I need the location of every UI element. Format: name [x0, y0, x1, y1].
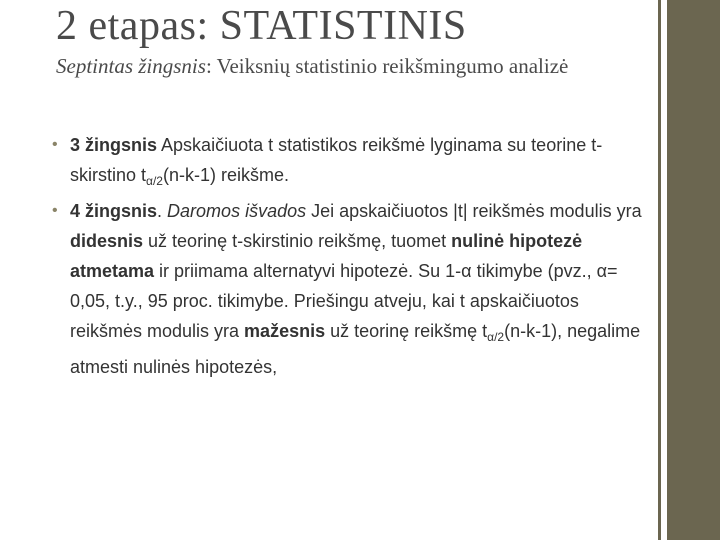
italic-phrase: Daromos išvados	[167, 201, 307, 221]
bullet-step-4	[52, 196, 652, 382]
bullet-step-3	[52, 130, 652, 196]
subscript: α/2	[146, 174, 163, 188]
sidebar-divider-line	[658, 0, 661, 540]
bold-phrase: nulinė hipotezė atmetama	[70, 231, 583, 281]
bullet-dot-icon: •	[52, 136, 58, 153]
bullet-text	[70, 130, 652, 196]
bold-phrase: didesnis	[70, 231, 144, 251]
bullet-dot-icon: •	[52, 202, 58, 219]
bullet-text-part: .	[157, 201, 168, 221]
bullet-text-part: Jei apskaičiuotos |t| reikšmės modulis yra	[306, 201, 642, 221]
bullet-text-part: Apskaičiuota t statistikos reikšmė lyginama su teorine t-skirstino t	[70, 135, 603, 185]
subtitle-italic: Septintas žingsnis	[56, 54, 206, 78]
bullet-text-part: (n-k-1), negalime atmesti nulinės hipotezės,	[70, 321, 641, 377]
bullet-text-part: ir priimama alternatyvi hipotezė. Su 1-α tikimybe (pvz., α= 0,05, t.y., 95 proc. tikimybe. Priešingu atveju, kai t apskaičiuotos reikšmės modulis yra	[70, 261, 618, 341]
step-label: 3 žingsnis	[70, 135, 158, 155]
slide-content	[52, 130, 652, 382]
subscript: α/2	[487, 330, 505, 344]
bullet-text	[70, 196, 652, 382]
sidebar-accent-bar	[667, 0, 720, 540]
bullet-text-part: (n-k-1) reikšme.	[162, 165, 289, 185]
subtitle-rest: : Veiksnių statistinio reikšmingumo analizė	[205, 54, 569, 78]
bullet-text-part: už teorinę reikšmę t	[325, 321, 488, 341]
slide-title: 2 etapas: STATISTINIS	[56, 3, 467, 49]
bullet-text-part: už teorinę t-skirstinio reikšmę, tuomet	[143, 231, 452, 251]
bold-phrase: mažesnis	[244, 321, 326, 341]
step-label: 4 žingsnis	[70, 201, 158, 221]
slide-subtitle	[56, 52, 636, 81]
